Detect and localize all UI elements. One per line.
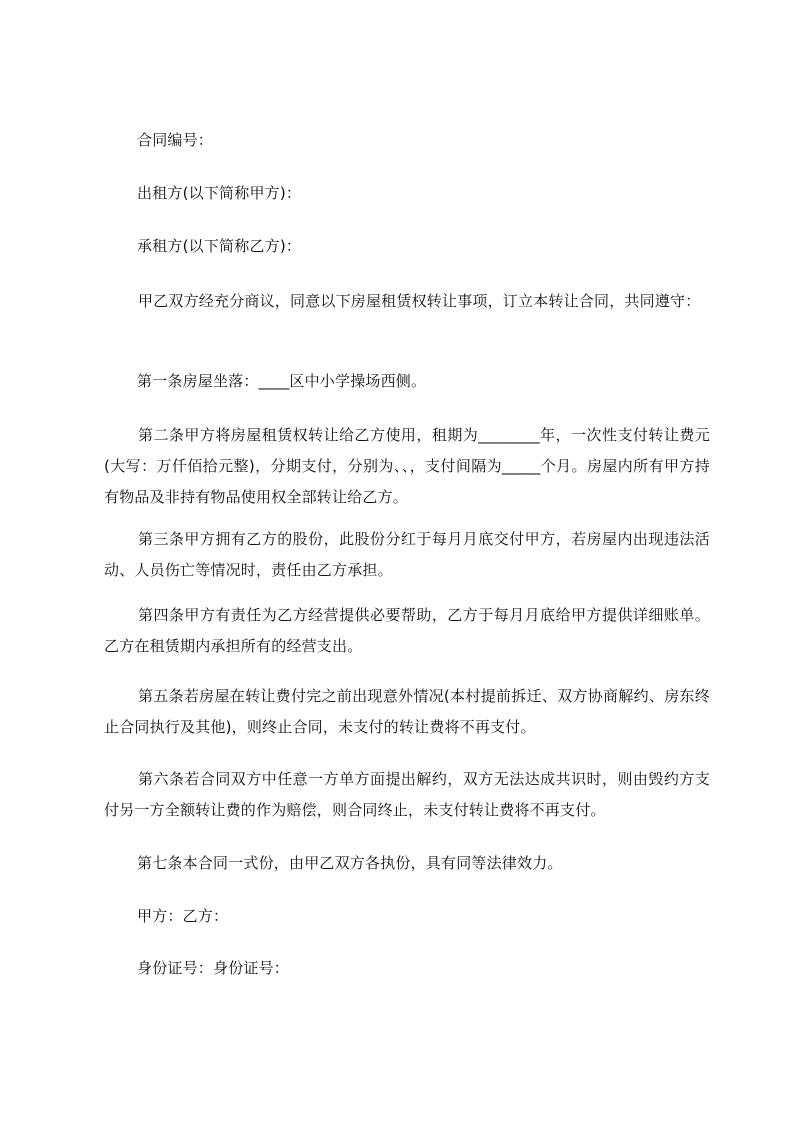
article-4: 第四条甲方有责任为乙方经营提供必要帮助，乙方于每月月底给甲方提供详细账单。乙方在租赁期内承担所有的经营支出。 (104, 606, 710, 655)
intro-paragraph: 甲乙双方经充分商议，同意以下房屋租赁权转让事项，订立本转让合同，共同遵守： (138, 292, 701, 310)
lessor-label: 出租方(以下简称甲方)： (137, 184, 302, 202)
id-number-line: 身份证号：身份证号： (137, 959, 290, 977)
article-1: 第一条房屋坐落：____区中小学操场西侧。 (137, 372, 427, 390)
article-5: 第五条若房屋在转让费付完之前出现意外情况(本村提前拆迁、双方协商解约、房东终止合同执行及其他)，则终止合同，未支付的转让费将不再支付。 (104, 687, 710, 736)
signature-line: 甲方：乙方： (137, 907, 229, 925)
contract-number-label: 合同编号： (137, 131, 214, 149)
article-2: 第二条甲方将房屋租赁权转让给乙方使用，租期为________年，一次性支付转让费元(大写：万仟佰拾元整)，分期支付，分别为、、，支付间隔为_____个月。房屋内所有甲方持有物品及非持有物品使用权全部转让给乙方。 (104, 426, 710, 506)
lessee-label: 承租方(以下简称乙方)： (137, 237, 302, 255)
article-7: 第七条本合同一式份，由甲乙双方各执份，具有同等法律效力。 (137, 854, 563, 872)
article-6: 第六条若合同双方中任意一方单方面提出解约，双方无法达成共识时，则由毁约方支付另一方全额转让费的作为赔偿，则合同终止，未支付转让费将不再支付。 (104, 770, 710, 819)
article-3: 第三条甲方拥有乙方的股份，此股份分红于每月月底交付甲方，若房屋内出现违法活动、人员伤亡等情况时，责任由乙方承担。 (104, 530, 710, 579)
